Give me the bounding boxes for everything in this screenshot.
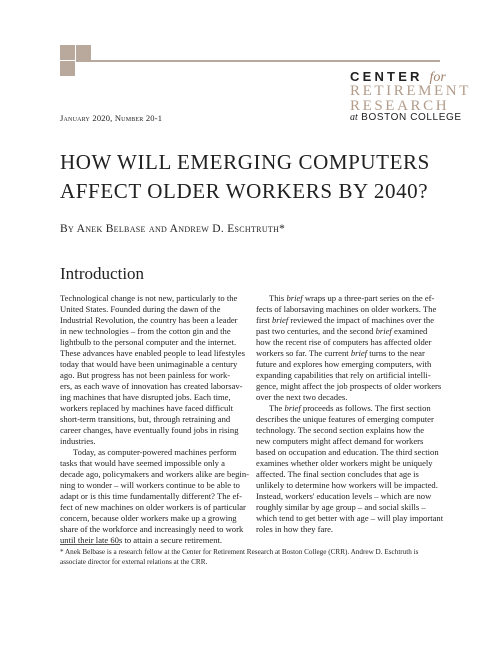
text-run: which tend to get better with age – will play important [256, 513, 444, 523]
text-line: short-term transitions, but, through retraining and [60, 414, 231, 424]
text-line: industries. [60, 436, 96, 446]
text-line: Technological change is not new, particularly to the [60, 293, 238, 303]
text-line [256, 469, 456, 480]
text-run: affected. The final section concludes that age is [256, 469, 419, 479]
text-line [256, 348, 456, 359]
text-run: fects of laborsaving machines on older workers. The [256, 304, 437, 314]
text-line [256, 502, 456, 513]
text-line [256, 315, 456, 326]
logo-at: at [350, 112, 358, 123]
text-line: career changes, have eventually found jobs in rising [60, 425, 239, 435]
italic-term: brief [350, 348, 368, 358]
italic-term: brief [284, 403, 301, 413]
body-column-right [256, 293, 456, 535]
text-line: Industrial Revolution, the country has been a leader [60, 315, 238, 325]
footnote-line: associate director for external relations at the CRR. [60, 558, 208, 566]
text-run: technology. The second section explains how the [256, 425, 425, 435]
text-line: ing machines that have disrupted jobs. Each time, [60, 392, 231, 402]
footnote [60, 547, 460, 567]
text-run: past two centuries, and the second [256, 326, 376, 336]
text-line [256, 513, 456, 524]
text-run: unlikely to determine how workers will be impacted. [256, 480, 438, 490]
footnote-line: * Anek Belbase is a research fellow at the Center for Retirement Research at Boston College (CRR). Andrew D. Eschtruth is [60, 548, 419, 556]
text-line: ago. But progress has not been painless for work- [60, 370, 231, 380]
text-line [256, 524, 456, 535]
text-line: in new technologies – from the cotton gin and the [60, 326, 231, 336]
text-line: adapt or is this time fundamentally different? The ef- [60, 491, 243, 501]
italic-term: brief [286, 293, 303, 303]
text-line [256, 403, 456, 414]
text-run: how the recent rise of computers has affected older [256, 337, 432, 347]
text-line [256, 293, 456, 304]
text-line: ers, as each wave of innovation has created laborsav- [60, 381, 243, 391]
header-square-left [60, 45, 75, 60]
text-line: United States. Founded during the dawn of the [60, 304, 221, 314]
text-run: new computers might affect demand for workers [256, 436, 424, 446]
text-line: decade ago, policymakers and workers alike are begin- [60, 469, 249, 479]
left-paragraph-2 [60, 447, 260, 546]
text-line [256, 326, 456, 337]
text-run: examined [391, 326, 428, 336]
text-run: gence, might affect the job prospects of older workers [256, 381, 442, 391]
italic-term: brief [375, 326, 392, 336]
text-run: wraps up a three-part series on the ef- [302, 293, 435, 303]
issue-date-number: January 2020, Number 20-1 [60, 113, 163, 123]
text-run: describes the unique features of emerging computer [256, 414, 434, 424]
text-line: share of the workforce and increasingly need to work [60, 524, 244, 534]
logo-research: RESEARCH [350, 98, 450, 114]
body-column-left [60, 293, 260, 546]
header-square-bottom [60, 61, 75, 76]
text-line: workers replaced by machines have faced difficult [60, 403, 234, 413]
text-run: Instead, workers' education levels – which are now [256, 491, 432, 501]
text-line: Today, as computer-powered machines perform [73, 447, 237, 457]
text-line [256, 359, 456, 370]
right-paragraph-1 [256, 293, 456, 403]
text-run: first [256, 315, 272, 325]
logo-for: for [429, 70, 446, 85]
footnote-rule [60, 544, 120, 545]
text-run: over the next two decades. [256, 392, 348, 402]
text-line [256, 337, 456, 348]
title-line-2: AFFECT OLDER WORKERS BY 2040? [60, 179, 429, 203]
text-line [256, 370, 456, 381]
text-line: These advances have enabled people to lead lifestyles [60, 348, 245, 358]
text-line: today that would have been unimaginable a century [60, 359, 238, 369]
logo-center: CENTER [350, 69, 423, 84]
text-line: concern, because older workers make up a growing [60, 513, 237, 523]
text-line [256, 480, 456, 491]
title-line-1: HOW WILL EMERGING COMPUTERS [60, 150, 430, 174]
text-run: expanding capabilities that rely on artificial intelli- [256, 370, 431, 380]
text-line [256, 414, 456, 425]
left-paragraph-1 [60, 293, 260, 447]
text-line [256, 304, 456, 315]
text-run: reviewed the impact of machines over the [288, 315, 435, 325]
text-line: fect of new machines on older workers is of particular [60, 502, 246, 512]
text-line [256, 425, 456, 436]
text-run: based on occupation and education. The third section [256, 447, 439, 457]
text-line [256, 436, 456, 447]
logo-boston-college: BOSTON COLLEGE [361, 112, 462, 123]
text-run: turns to the near [367, 348, 425, 358]
logo-retirement: RETIREMENT [350, 83, 471, 99]
text-run: This [269, 293, 287, 303]
text-line [256, 381, 456, 392]
header-rule [76, 60, 440, 62]
logo-line-boston [350, 113, 462, 123]
text-line [256, 447, 456, 458]
text-run: future and explores how emerging computers, with [256, 359, 432, 369]
text-line: ning to wonder – will workers continue to be able to [60, 480, 240, 490]
page-title [60, 148, 460, 206]
text-line [256, 458, 456, 469]
text-run: workers so far. The current [256, 348, 351, 358]
text-line: until their late 60s to attain a secure retirement. [60, 535, 223, 545]
text-run: roughly similar by age group – and social skills – [256, 502, 426, 512]
text-line: lightbulb to the personal computer and the internet. [60, 337, 237, 347]
text-run: examines whether older workers might be uniquely [256, 458, 433, 468]
text-run: roles in how they fare. [256, 524, 334, 534]
section-heading: Introduction [60, 264, 145, 283]
text-run: The [269, 403, 285, 413]
text-run: proceeds as follows. The first section [300, 403, 431, 413]
text-line: tasks that would have seemed impossible only a [60, 458, 225, 468]
text-line [256, 491, 456, 502]
authors-byline: By Anek Belbase and Andrew D. Eschtruth* [60, 223, 286, 235]
italic-term: brief [272, 315, 289, 325]
text-line [256, 392, 456, 403]
header-square-right [76, 45, 91, 60]
right-paragraph-2 [256, 403, 456, 535]
